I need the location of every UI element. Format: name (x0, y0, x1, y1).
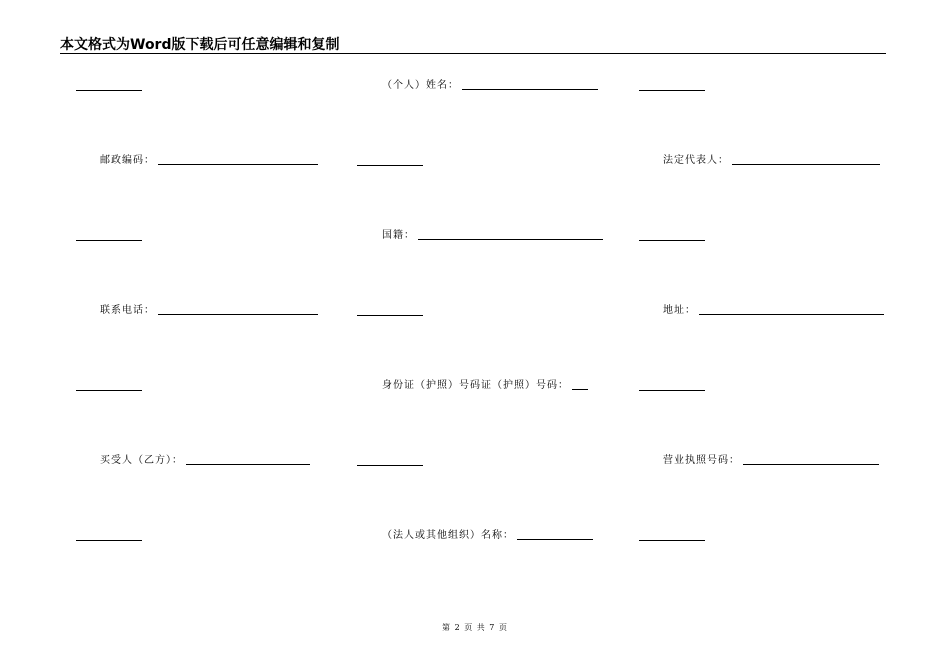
blank-line (639, 240, 705, 241)
postal-code-field (100, 155, 318, 167)
personal-name-field (382, 80, 598, 92)
license-no-label: 营业执照号码： (663, 455, 740, 466)
address-input-line[interactable] (699, 314, 884, 315)
buyer-field (100, 455, 310, 467)
personal-name-label: （个人）姓名： (382, 80, 459, 91)
address-field (663, 305, 884, 317)
nationality-input-line[interactable] (418, 239, 603, 240)
buyer-input-line[interactable] (186, 464, 310, 465)
org-name-input-line[interactable] (517, 539, 593, 540)
phone-field (100, 305, 318, 317)
blank-line (76, 240, 142, 241)
id-number-label: 身份证（护照）号码证（护照）号码： (382, 380, 569, 391)
blank-line (639, 540, 705, 541)
blank-line (639, 390, 705, 391)
org-name-field (382, 530, 593, 542)
header-divider (60, 53, 886, 54)
nationality-label: 国籍： (382, 230, 415, 241)
id-number-input-line[interactable] (572, 389, 588, 390)
document-header-title: 本文格式为Word版下载后可任意编辑和复制 (60, 37, 340, 53)
blank-line (76, 390, 142, 391)
blank-line (639, 90, 705, 91)
legal-rep-label: 法定代表人： (663, 155, 729, 166)
blank-line (357, 465, 423, 466)
address-label: 地址： (663, 305, 696, 316)
license-no-field (663, 455, 879, 467)
legal-rep-input-line[interactable] (732, 164, 880, 165)
blank-line (357, 315, 423, 316)
phone-label: 联系电话： (100, 305, 155, 316)
personal-name-input-line[interactable] (462, 89, 598, 90)
phone-input-line[interactable] (158, 314, 318, 315)
id-number-field (382, 380, 588, 392)
org-name-label: （法人或其他组织）名称： (382, 530, 514, 541)
blank-line (357, 165, 423, 166)
blank-line (76, 540, 142, 541)
buyer-label: 买受人（乙方）： (100, 455, 183, 466)
nationality-field (382, 230, 603, 242)
blank-line (76, 90, 142, 91)
postal-code-input-line[interactable] (158, 164, 318, 165)
postal-code-label: 邮政编码： (100, 155, 155, 166)
license-no-input-line[interactable] (743, 464, 879, 465)
legal-rep-field (663, 155, 880, 167)
page-number: 第 2 页 共 7 页 (442, 623, 508, 632)
